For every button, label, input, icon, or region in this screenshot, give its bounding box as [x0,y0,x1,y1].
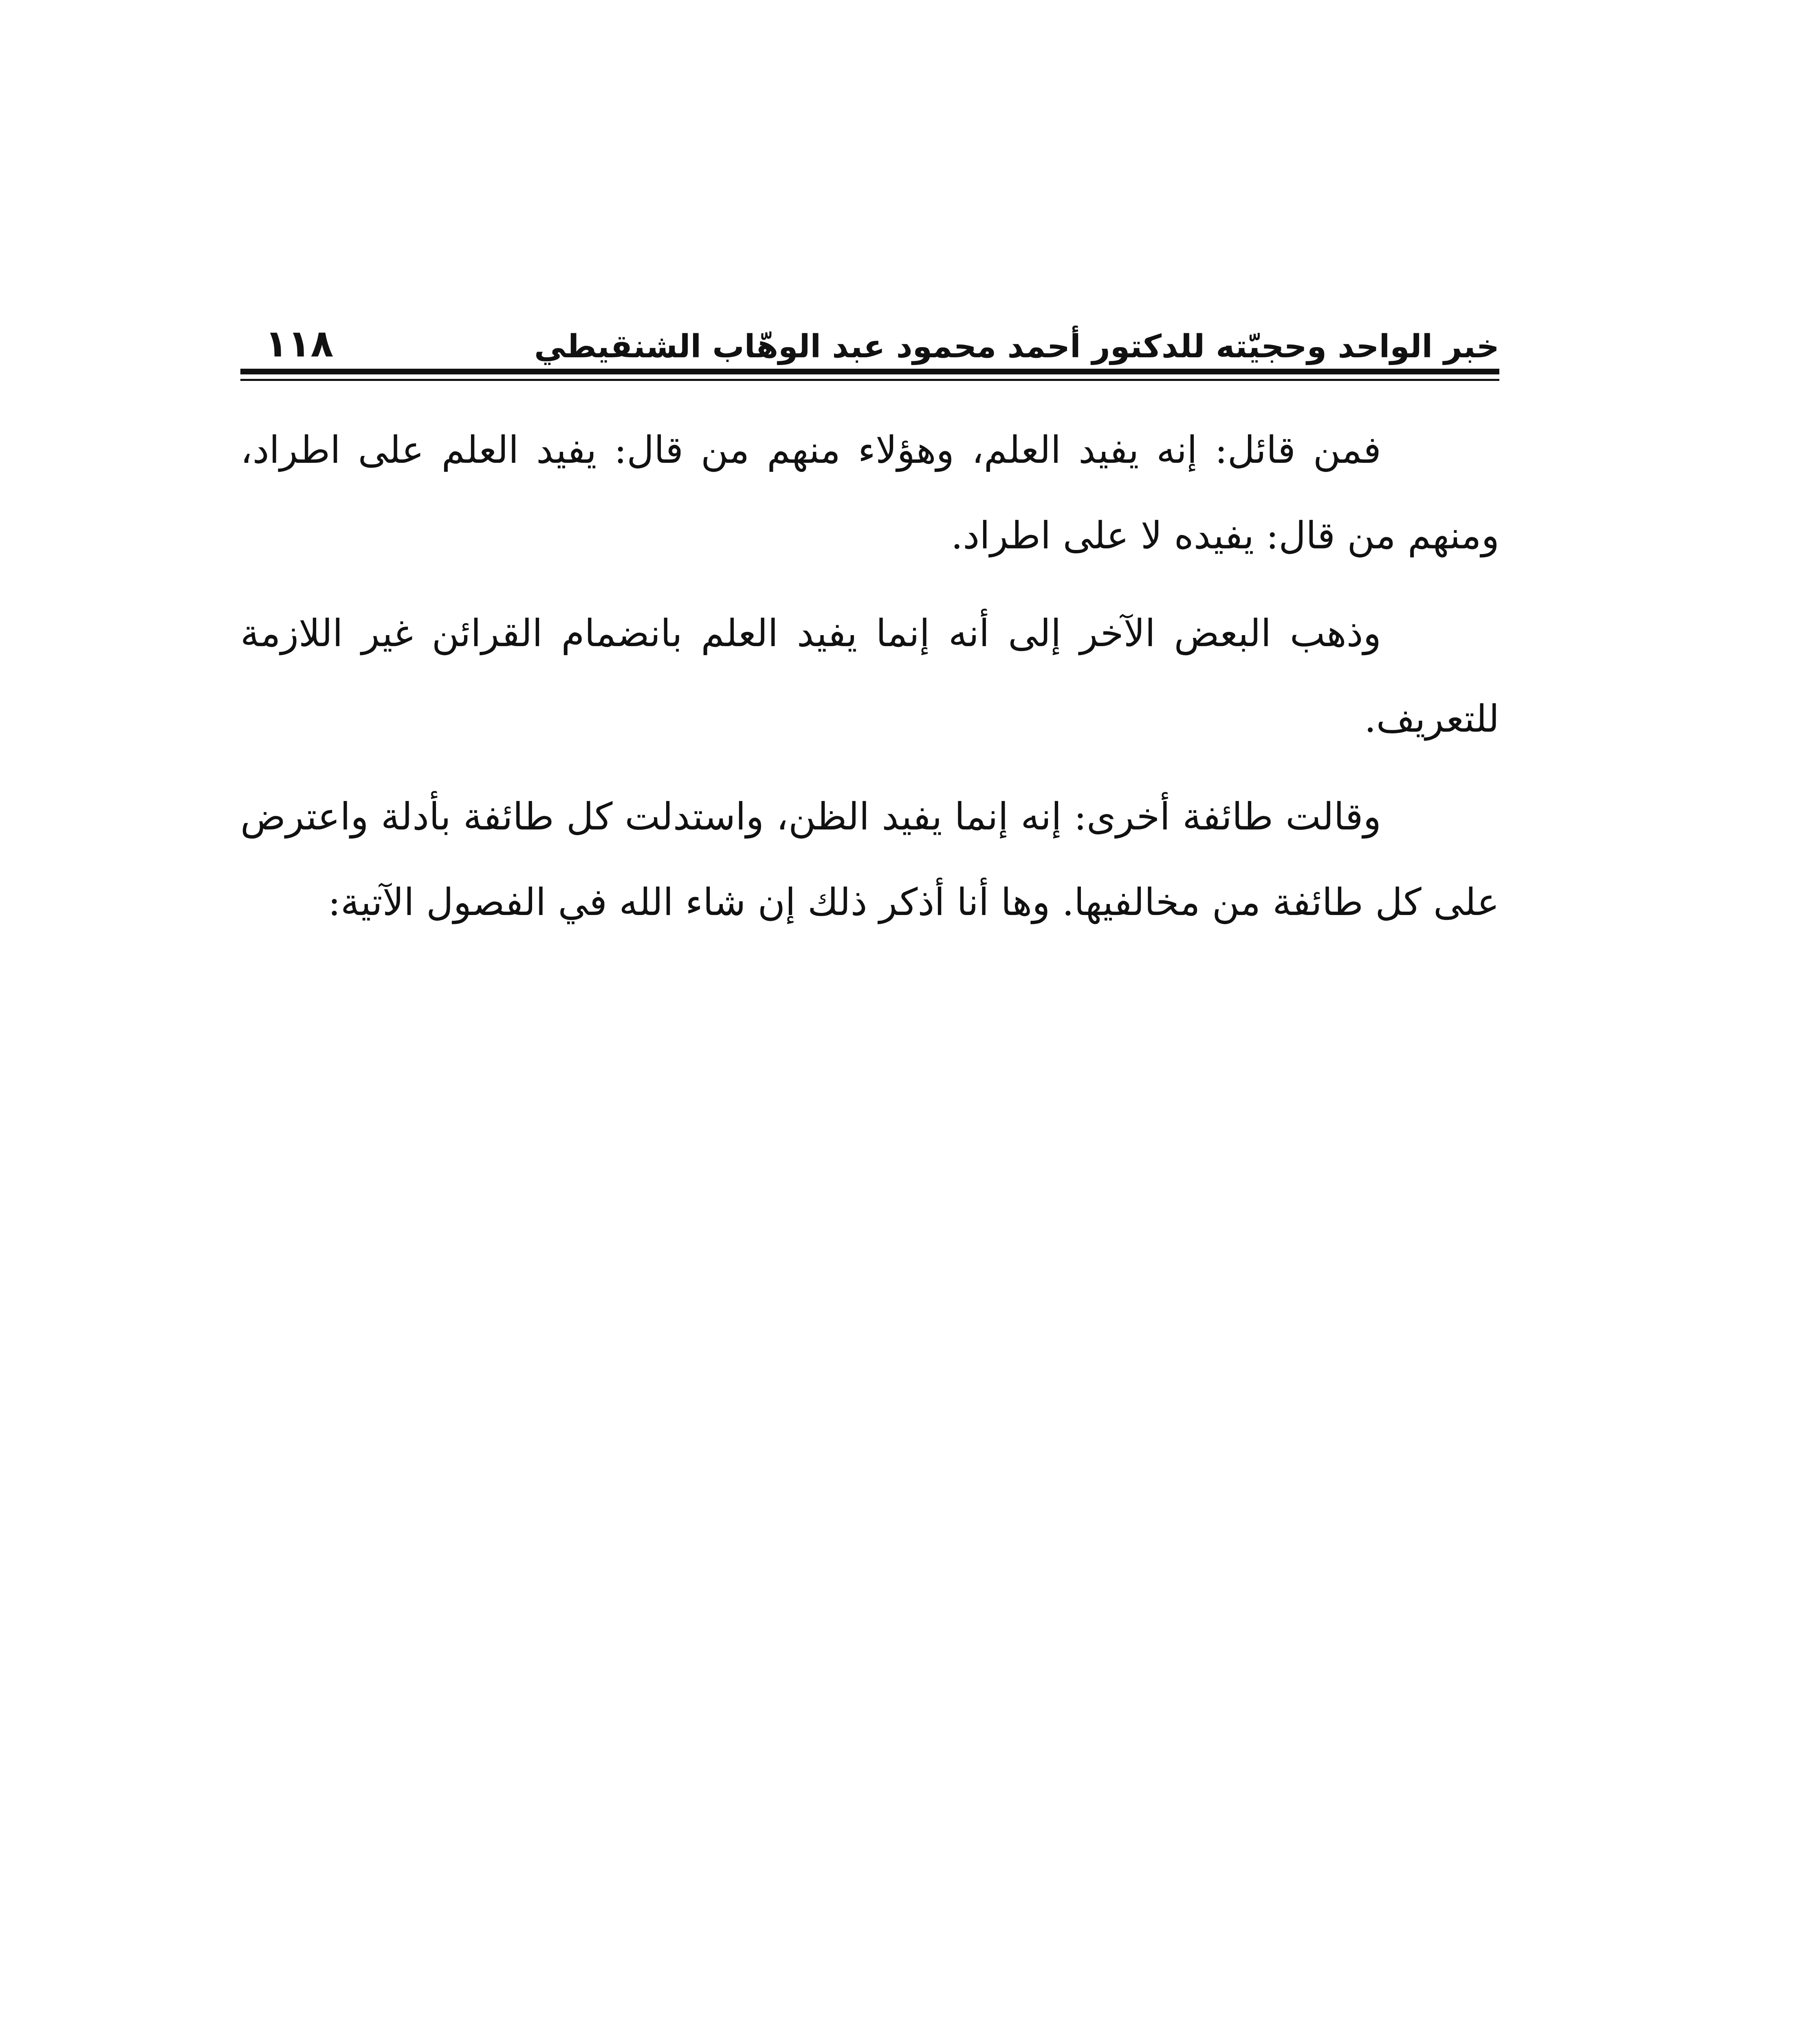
body-text [240,407,1499,957]
paragraph: وذهب البعض الآخر إلى أنه إنما يفيد العلم بانضمام القرائن غير اللازمة للتعريف. [240,612,1499,741]
header-title: خبر الواحد وحجيّته للدكتور أحمد محمود عبد الوهّاب الشنقيطي [534,328,1499,365]
running-header [240,285,1499,363]
header-rule [240,369,1499,374]
page-number: ١١٨ [265,322,334,365]
paragraph: فمن قائل: إنه يفيد العلم، وهؤلاء منهم من قال: يفيد العلم على اطراد، ومنهم من قال: يفيده لا على اطراد. [240,428,1499,557]
paragraph: وقالت طائفة أخرى: إنه إنما يفيد الظن، واستدلت كل طائفة بأدلة واعترض على كل طائفة من مخالفيها. وها أنا أذكر ذلك إن شاء الله في الفصول الآتية: [240,795,1499,924]
header-rule-thin [240,379,1499,381]
